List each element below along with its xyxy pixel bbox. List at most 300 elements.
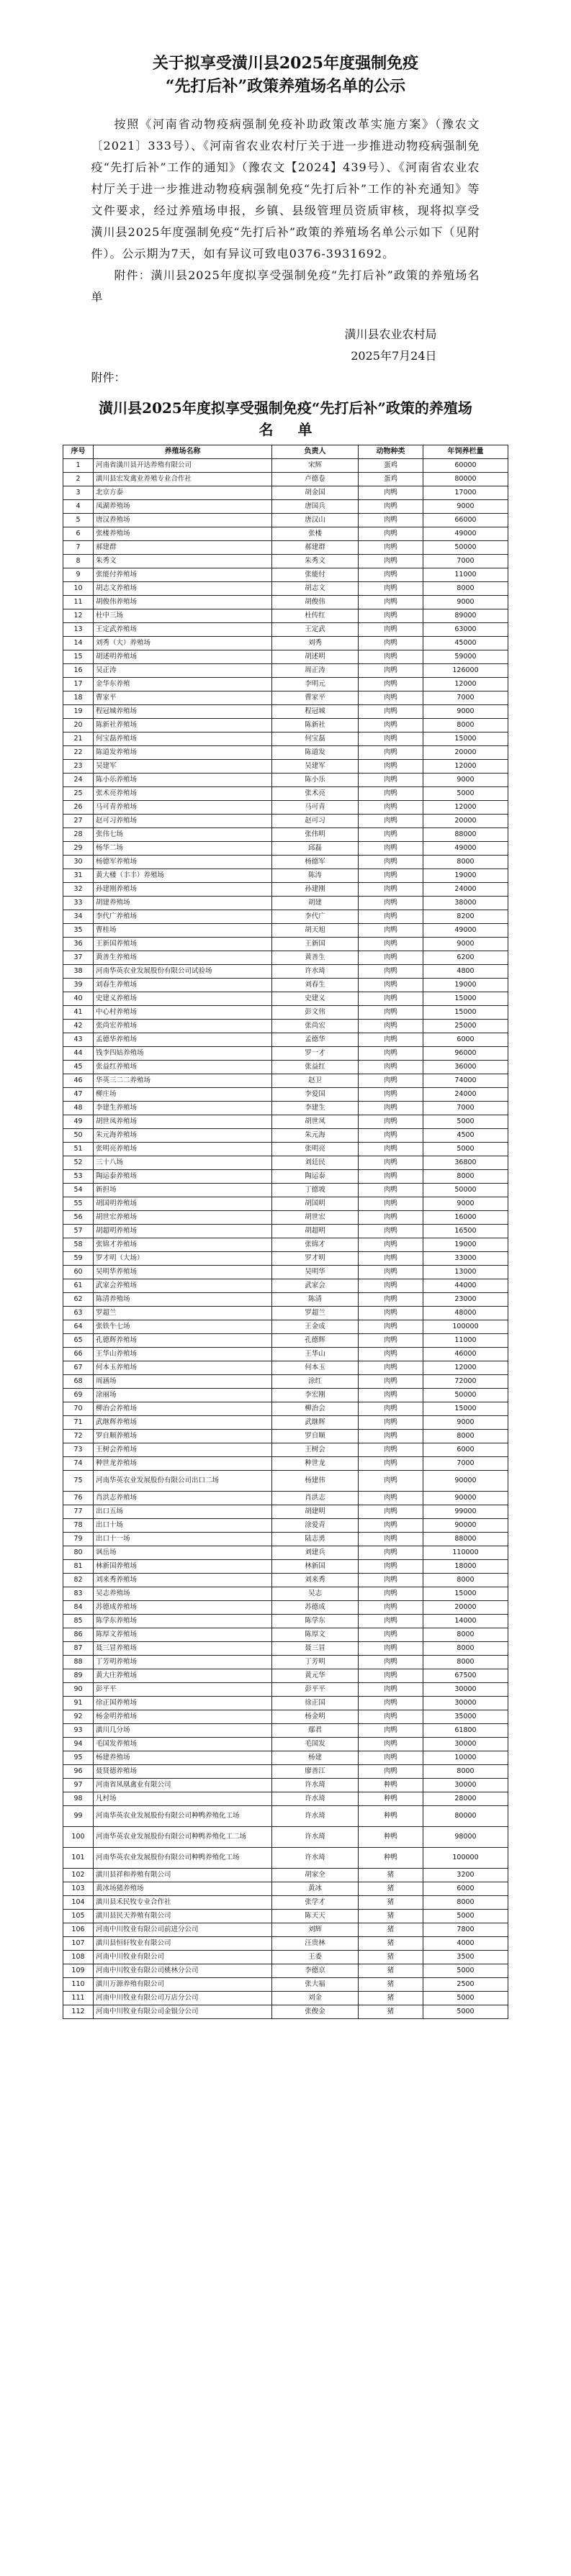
table-row <box>63 1416 508 1430</box>
cell-no: 95 <box>63 1751 94 1765</box>
cell-stock: 50000 <box>423 1389 508 1402</box>
cell-farm-name: 陈厚文养殖场 <box>94 1628 272 1642</box>
cell-farm-name: 胡志文养殖场 <box>94 582 272 596</box>
cell-stock: 8000 <box>423 1656 508 1669</box>
cell-farm-name: 赵可习养殖场 <box>94 815 272 828</box>
cell-farm-name: 陈学东养殖场 <box>94 1615 272 1628</box>
cell-stock: 8000 <box>423 1642 508 1656</box>
cell-animal-type: 肉鸭 <box>359 760 423 774</box>
cell-person: 张益红 <box>272 1061 359 1074</box>
table-row <box>63 1320 508 1334</box>
cell-person: 陈涛 <box>272 869 359 883</box>
cell-animal-type: 肉鸭 <box>359 1642 423 1656</box>
table-row <box>63 514 508 527</box>
cell-farm-name: 朱元海养殖场 <box>94 1129 272 1143</box>
table-row <box>63 1642 508 1656</box>
cell-no: 19 <box>63 705 94 719</box>
cell-no: 76 <box>63 1492 94 1505</box>
cell-animal-type: 肉鸭 <box>359 664 423 678</box>
table-row <box>63 1765 508 1779</box>
table-row <box>63 1978 508 1992</box>
cell-farm-name: 黄冰场猪养殖场 <box>94 1882 272 1896</box>
cell-no: 72 <box>63 1430 94 1443</box>
cell-no: 69 <box>63 1389 94 1402</box>
cell-person: 唐国兵 <box>272 500 359 514</box>
table-row <box>63 801 508 815</box>
cell-stock: 100000 <box>423 1320 508 1334</box>
cell-animal-type: 肉鸭 <box>359 568 423 582</box>
cell-person: 孙建刚 <box>272 883 359 897</box>
cell-person: 张锦才 <box>272 1238 359 1252</box>
cell-animal-type: 肉鸭 <box>359 1211 423 1225</box>
cell-no: 1 <box>63 459 94 473</box>
cell-no: 39 <box>63 979 94 992</box>
cell-farm-name: 丁芳明养殖场 <box>94 1656 272 1669</box>
cell-animal-type: 肉鸭 <box>359 856 423 869</box>
cell-animal-type: 肉鸭 <box>359 1669 423 1683</box>
cell-animal-type: 肉鸭 <box>359 924 423 938</box>
cell-animal-type: 肉鸭 <box>359 979 423 992</box>
cell-animal-type: 肉鸭 <box>359 1697 423 1710</box>
cell-no: 22 <box>63 746 94 760</box>
cell-person: 张学才 <box>272 1896 359 1910</box>
table-row <box>63 1546 508 1560</box>
cell-no: 80 <box>63 1546 94 1560</box>
cell-no: 90 <box>63 1683 94 1697</box>
table-row <box>63 2005 508 2019</box>
table-row <box>63 992 508 1006</box>
cell-animal-type: 肉鸭 <box>359 1519 423 1533</box>
cell-animal-type: 肉鸭 <box>359 555 423 568</box>
cell-no: 44 <box>63 1047 94 1061</box>
cell-person: 许水琦 <box>272 1827 359 1848</box>
table-row <box>63 1951 508 1964</box>
cell-farm-name: 凤湖养殖场 <box>94 500 272 514</box>
cell-person: 陈学东 <box>272 1615 359 1628</box>
cell-person: 张俊金 <box>272 2005 359 2019</box>
cell-stock: 80000 <box>423 1806 508 1827</box>
cell-person: 罗一才 <box>272 1047 359 1061</box>
cell-no: 12 <box>63 609 94 623</box>
table-row <box>63 883 508 897</box>
cell-farm-name: 种世龙养殖场 <box>94 1457 272 1471</box>
cell-no: 105 <box>63 1910 94 1923</box>
table-row <box>63 787 508 801</box>
table-row <box>63 1738 508 1751</box>
cell-stock: 7000 <box>423 1102 508 1115</box>
cell-no: 17 <box>63 678 94 691</box>
cell-person: 胡天旭 <box>272 924 359 938</box>
cell-stock: 5000 <box>423 1964 508 1978</box>
table-row <box>63 1293 508 1307</box>
cell-stock: 20000 <box>423 746 508 760</box>
cell-no: 104 <box>63 1896 94 1910</box>
table-row <box>63 1910 508 1923</box>
cell-person: 胡金国 <box>272 486 359 500</box>
cell-stock: 49000 <box>423 527 508 541</box>
cell-animal-type: 肉鸭 <box>359 992 423 1006</box>
table-row <box>63 1334 508 1348</box>
table-row <box>63 1923 508 1937</box>
cell-animal-type: 肉鸭 <box>359 1710 423 1724</box>
cell-farm-name: 程冠城养殖场 <box>94 705 272 719</box>
cell-person: 廖善江 <box>272 1765 359 1779</box>
cell-stock: 8000 <box>423 1896 508 1910</box>
cell-animal-type: 肉鸭 <box>359 965 423 979</box>
cell-stock: 14000 <box>423 1615 508 1628</box>
cell-stock: 6000 <box>423 1882 508 1896</box>
cell-animal-type: 猪 <box>359 1923 423 1937</box>
cell-farm-name: 陶运泰养殖场 <box>94 1170 272 1184</box>
table-row <box>63 1628 508 1642</box>
cell-stock: 9000 <box>423 500 508 514</box>
cell-stock: 18000 <box>423 1560 508 1574</box>
table-row <box>63 1266 508 1279</box>
cell-animal-type: 肉鸭 <box>359 1102 423 1115</box>
cell-farm-name: 河南中川牧业有限公司 <box>94 1951 272 1964</box>
issue-date: 2025年7月24日 <box>351 349 437 363</box>
cell-no: 8 <box>63 555 94 568</box>
cell-stock: 80000 <box>423 473 508 486</box>
cell-person: 卢德卷 <box>272 473 359 486</box>
cell-animal-type: 肉鸭 <box>359 719 423 733</box>
cell-no: 89 <box>63 1669 94 1683</box>
cell-stock: 15000 <box>423 992 508 1006</box>
cell-animal-type: 肉鸭 <box>359 1061 423 1074</box>
cell-stock: 12000 <box>423 678 508 691</box>
cell-animal-type: 肉鸭 <box>359 1252 423 1266</box>
cell-animal-type: 肉鸭 <box>359 1129 423 1143</box>
cell-farm-name: 聂贤德养殖场 <box>94 1765 272 1779</box>
cell-no: 10 <box>63 582 94 596</box>
cell-farm-name: 张术亮养殖场 <box>94 787 272 801</box>
cell-no: 15 <box>63 650 94 664</box>
cell-no: 64 <box>63 1320 94 1334</box>
header-person: 负责人 <box>272 445 359 459</box>
cell-farm-name: 河南中川牧业有限公司桃林分公司 <box>94 1964 272 1978</box>
cell-no: 32 <box>63 883 94 897</box>
cell-person: 胡述明 <box>272 650 359 664</box>
cell-person: 武家会 <box>272 1279 359 1293</box>
cell-animal-type: 肉鸭 <box>359 1416 423 1430</box>
cell-animal-type: 肉鸭 <box>359 1765 423 1779</box>
cell-animal-type: 肉鸭 <box>359 1334 423 1348</box>
cell-stock: 100000 <box>423 1848 508 1869</box>
attachment-label: 附件： <box>91 371 126 384</box>
cell-no: 68 <box>63 1375 94 1389</box>
table-row <box>63 500 508 514</box>
cell-person: 聂三冒 <box>272 1642 359 1656</box>
cell-animal-type: 肉鸭 <box>359 1143 423 1156</box>
cell-animal-type: 肉鸭 <box>359 774 423 787</box>
cell-animal-type: 种鸭 <box>359 1792 423 1806</box>
table-row <box>63 555 508 568</box>
cell-stock: 126000 <box>423 664 508 678</box>
cell-stock: 36800 <box>423 1156 508 1170</box>
table-row <box>63 1751 508 1765</box>
cell-animal-type: 肉鸭 <box>359 1430 423 1443</box>
cell-farm-name: 新担场 <box>94 1184 272 1197</box>
cell-stock: 5000 <box>423 1143 508 1156</box>
cell-person: 种世龙 <box>272 1457 359 1471</box>
cell-person: 丁芳明 <box>272 1656 359 1669</box>
cell-farm-name: 陈道发养殖场 <box>94 746 272 760</box>
cell-farm-name: 河南中川牧业有限公司金银分公司 <box>94 2005 272 2019</box>
cell-farm-name: 聂三冒养殖场 <box>94 1642 272 1656</box>
cell-person: 胡建明 <box>272 1505 359 1519</box>
cell-stock: 110000 <box>423 1546 508 1560</box>
cell-no: 11 <box>63 596 94 609</box>
cell-no: 57 <box>63 1225 94 1238</box>
cell-animal-type: 肉鸭 <box>359 1006 423 1020</box>
cell-farm-name: 孟德华养殖场 <box>94 1033 272 1047</box>
cell-farm-name: 武继辉养殖场 <box>94 1416 272 1430</box>
table-row <box>63 719 508 733</box>
cell-farm-name: 柳治会养殖场 <box>94 1402 272 1416</box>
cell-stock: 3200 <box>423 1869 508 1882</box>
cell-stock: 9000 <box>423 596 508 609</box>
cell-no: 67 <box>63 1361 94 1375</box>
cell-no: 24 <box>63 774 94 787</box>
cell-stock: 30000 <box>423 1683 508 1697</box>
cell-animal-type: 猪 <box>359 1882 423 1896</box>
list-subtitle: 名单 <box>258 421 337 438</box>
cell-stock: 11000 <box>423 1334 508 1348</box>
table-row <box>63 1697 508 1710</box>
cell-animal-type: 肉鸭 <box>359 1628 423 1642</box>
cell-no: 99 <box>63 1806 94 1827</box>
cell-no: 101 <box>63 1848 94 1869</box>
table-row <box>63 623 508 637</box>
cell-no: 97 <box>63 1779 94 1792</box>
cell-stock: 3500 <box>423 1951 508 1964</box>
cell-farm-name: 中心村养殖场 <box>94 1006 272 1020</box>
cell-farm-name: 杨金明养殖场 <box>94 1710 272 1724</box>
cell-animal-type: 蛋鸡 <box>359 473 423 486</box>
cell-stock: 7000 <box>423 1457 508 1471</box>
cell-person: 胡志文 <box>272 582 359 596</box>
table-row <box>63 1992 508 2005</box>
cell-farm-name: 孙建刚养殖场 <box>94 883 272 897</box>
cell-farm-name: 河南中川牧业有限公司前进分公司 <box>94 1923 272 1937</box>
cell-no: 93 <box>63 1724 94 1738</box>
cell-animal-type: 肉鸭 <box>359 1443 423 1457</box>
cell-person: 吴明华 <box>272 1266 359 1279</box>
cell-stock: 4800 <box>423 965 508 979</box>
cell-farm-name: 徐正国养殖场 <box>94 1697 272 1710</box>
cell-animal-type: 肉鸭 <box>359 1047 423 1061</box>
cell-stock: 7800 <box>423 1923 508 1937</box>
table-row <box>63 1937 508 1951</box>
cell-farm-name: 唐汉养殖场 <box>94 514 272 527</box>
cell-stock: 30000 <box>423 1779 508 1792</box>
cell-person: 杜传红 <box>272 609 359 623</box>
cell-farm-name: 何宝磊养殖场 <box>94 733 272 746</box>
cell-person: 陆志勇 <box>272 1533 359 1546</box>
table-row <box>63 1047 508 1061</box>
cell-person: 胡世宏 <box>272 1211 359 1225</box>
table-row <box>63 869 508 883</box>
cell-farm-name: 胡世凤养殖场 <box>94 1115 272 1129</box>
cell-animal-type: 肉鸭 <box>359 1348 423 1361</box>
cell-person: 曹家平 <box>272 691 359 705</box>
cell-animal-type: 肉鸭 <box>359 705 423 719</box>
cell-animal-type: 肉鸭 <box>359 910 423 924</box>
cell-no: 85 <box>63 1615 94 1628</box>
cell-farm-name: 河南省凤凰禽业有限公司 <box>94 1779 272 1792</box>
table-row <box>63 691 508 705</box>
cell-stock: 49000 <box>423 924 508 938</box>
cell-no: 18 <box>63 691 94 705</box>
cell-farm-name: 孔德辉养殖场 <box>94 1334 272 1348</box>
cell-person: 王定武 <box>272 623 359 637</box>
notice-body-paragraph: 按照《河南省动物疫病强制免疫补助政策改革实施方案》（豫农文〔2021〕333号）、《河南省农业农村厅关于进一步推进动物疫病强制免疫“先打后补”工作的通知》（豫农文【2024】439号）、《河南省农业农村厅关于进一步推进动物疫病强制免疫“先打后补”工作的补充通知》等文件要求，经过养殖场申报，乡镇、县级管理员资质审核，现将拟享受潢川县2025年度强制免疫“先打后补”政策的养殖场名单公示如下（见附件）。公示期为7天，如有异议可致电0376-3931692。 <box>91 117 480 260</box>
cell-no: 5 <box>63 514 94 527</box>
cell-no: 33 <box>63 897 94 910</box>
cell-farm-name: 黄大庄养殖场 <box>94 1669 272 1683</box>
cell-no: 35 <box>63 924 94 938</box>
cell-no: 28 <box>63 828 94 842</box>
cell-stock: 9000 <box>423 705 508 719</box>
cell-no: 111 <box>63 1992 94 2005</box>
cell-animal-type: 肉鸭 <box>359 1751 423 1765</box>
cell-no: 77 <box>63 1505 94 1519</box>
cell-animal-type: 肉鸭 <box>359 1279 423 1293</box>
cell-farm-name: 潢川县宏发禽业养殖专业合作社 <box>94 473 272 486</box>
cell-farm-name: 河南中川牧业有限公司万店分公司 <box>94 1992 272 2005</box>
cell-farm-name: 三十八场 <box>94 1156 272 1170</box>
cell-no: 36 <box>63 938 94 951</box>
cell-person: 何本玉 <box>272 1361 359 1375</box>
cell-person: 杨德军 <box>272 856 359 869</box>
cell-person: 黄元华 <box>272 1669 359 1683</box>
table-row <box>63 1389 508 1402</box>
cell-person: 刘建兵 <box>272 1546 359 1560</box>
cell-person: 刘秀 <box>272 637 359 650</box>
table-row <box>63 1115 508 1129</box>
cell-animal-type: 猪 <box>359 1910 423 1923</box>
cell-stock: 5000 <box>423 1910 508 1923</box>
cell-animal-type: 肉鸭 <box>359 691 423 705</box>
cell-person: 杨建 <box>272 1751 359 1765</box>
cell-no: 2 <box>63 473 94 486</box>
cell-farm-name: 讽岳场 <box>94 1546 272 1560</box>
cell-farm-name: 涂丽场 <box>94 1389 272 1402</box>
cell-animal-type: 肉鸭 <box>359 1560 423 1574</box>
cell-no: 79 <box>63 1533 94 1546</box>
cell-stock: 12000 <box>423 801 508 815</box>
cell-farm-name: 史建义养殖场 <box>94 992 272 1006</box>
cell-farm-name: 出口十一场 <box>94 1533 272 1546</box>
cell-farm-name: 吴建军 <box>94 760 272 774</box>
cell-farm-name: 杨华二场 <box>94 842 272 856</box>
cell-person: 张楼 <box>272 527 359 541</box>
table-row <box>63 1006 508 1020</box>
cell-stock: 46000 <box>423 1348 508 1361</box>
cell-no: 92 <box>63 1710 94 1724</box>
table-row <box>63 678 508 691</box>
cell-no: 3 <box>63 486 94 500</box>
table-row <box>63 650 508 664</box>
table-row <box>63 1279 508 1293</box>
cell-farm-name: 彭平平 <box>94 1683 272 1697</box>
cell-animal-type: 肉鸭 <box>359 828 423 842</box>
cell-no: 96 <box>63 1765 94 1779</box>
cell-animal-type: 肉鸭 <box>359 1225 423 1238</box>
cell-person: 胡俊伟 <box>272 596 359 609</box>
table-row <box>63 1225 508 1238</box>
cell-farm-name: 郝建群 <box>94 541 272 555</box>
cell-no: 37 <box>63 951 94 965</box>
cell-no: 38 <box>63 965 94 979</box>
table-row <box>63 1792 508 1806</box>
cell-no: 94 <box>63 1738 94 1751</box>
table-row <box>63 527 508 541</box>
cell-person: 胡世凤 <box>272 1115 359 1129</box>
cell-animal-type: 肉鸭 <box>359 897 423 910</box>
cell-no: 98 <box>63 1792 94 1806</box>
cell-animal-type: 肉鸭 <box>359 541 423 555</box>
cell-person: 彭平平 <box>272 1683 359 1697</box>
header-animal-type: 动物种类 <box>359 445 423 459</box>
table-row <box>63 1143 508 1156</box>
cell-farm-name: 黄大楼（丰丰）养殖场 <box>94 869 272 883</box>
cell-stock: 16500 <box>423 1225 508 1238</box>
table-row <box>63 1020 508 1033</box>
cell-person: 胡建 <box>272 897 359 910</box>
cell-person: 许水琦 <box>272 1806 359 1827</box>
cell-person: 刘春生 <box>272 979 359 992</box>
cell-stock: 20000 <box>423 1601 508 1615</box>
cell-stock: 4000 <box>423 1937 508 1951</box>
cell-farm-name: 马可青养殖场 <box>94 801 272 815</box>
cell-person: 李建生 <box>272 1102 359 1115</box>
cell-stock: 67500 <box>423 1669 508 1683</box>
cell-animal-type: 肉鸭 <box>359 1320 423 1334</box>
cell-farm-name: 出口五场 <box>94 1505 272 1519</box>
cell-farm-name: 华英三二二养殖场 <box>94 1074 272 1088</box>
cell-farm-name: 凡村场 <box>94 1792 272 1806</box>
cell-stock: 90000 <box>423 1492 508 1505</box>
cell-person: 孟德华 <box>272 1033 359 1047</box>
table-row <box>63 1430 508 1443</box>
cell-stock: 33000 <box>423 1252 508 1266</box>
cell-farm-name: 河南华英农业发展股份有限公司种鸭养殖化工场 <box>94 1806 272 1827</box>
cell-animal-type: 肉鸭 <box>359 746 423 760</box>
cell-animal-type: 肉鸭 <box>359 1307 423 1320</box>
cell-animal-type: 肉鸭 <box>359 1033 423 1047</box>
cell-farm-name: 潢川县恒轩牧业有限公司 <box>94 1937 272 1951</box>
cell-person: 陶运泰 <box>272 1170 359 1184</box>
cell-stock: 96000 <box>423 1047 508 1061</box>
cell-no: 52 <box>63 1156 94 1170</box>
cell-person: 张能付 <box>272 568 359 582</box>
cell-person: 毛国发 <box>272 1738 359 1751</box>
cell-no: 62 <box>63 1293 94 1307</box>
cell-stock: 8000 <box>423 1765 508 1779</box>
cell-stock: 50000 <box>423 1184 508 1197</box>
cell-farm-name: 杨德军养殖场 <box>94 856 272 869</box>
cell-stock: 17000 <box>423 486 508 500</box>
table-row <box>63 1457 508 1471</box>
cell-animal-type: 肉鸭 <box>359 1492 423 1505</box>
table-row <box>63 568 508 582</box>
cell-no: 20 <box>63 719 94 733</box>
cell-farm-name: 张锦才养殖场 <box>94 1238 272 1252</box>
cell-farm-name: 曹家平 <box>94 691 272 705</box>
cell-farm-name: 河南华英农业发展股份有限公司种鸭养殖化工二场 <box>94 1827 272 1848</box>
cell-no: 86 <box>63 1628 94 1642</box>
